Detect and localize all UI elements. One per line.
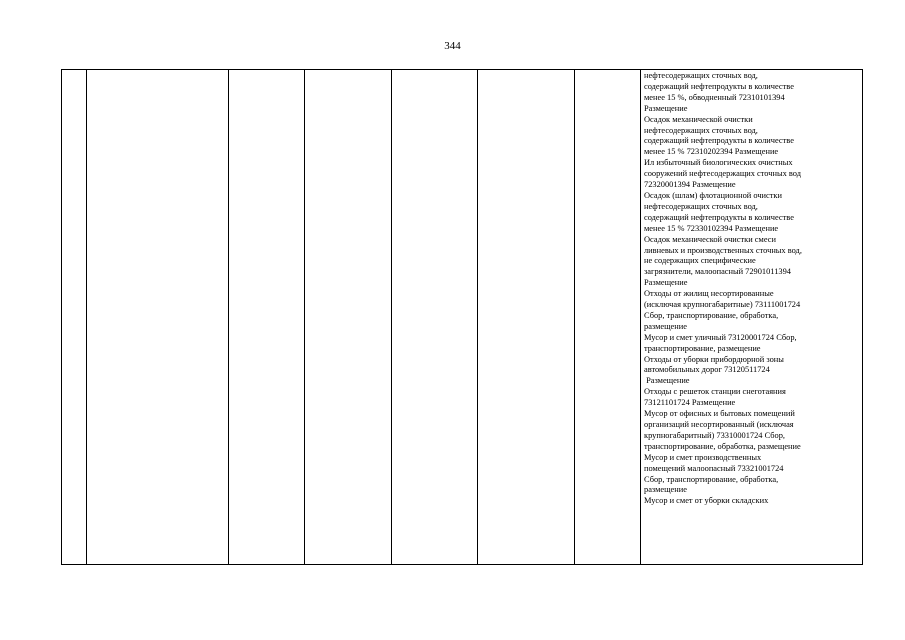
waste-list-line: менее 15 %, обводненный 72310101394 [644, 92, 785, 102]
waste-list-line: содержащий нефтепродукты в количестве [644, 136, 794, 146]
table-cell-col-4 [305, 70, 392, 565]
waste-list [644, 71, 862, 507]
waste-list-line: Размещение [644, 278, 688, 288]
table-cell-col-6 [478, 70, 575, 565]
waste-list-line: Мусор и смет уличный 73120001724 Сбор, [644, 332, 797, 342]
waste-list-line: Мусор и смет от уборки складских [644, 496, 769, 506]
waste-list-line: Осадок (шлам) флотационной очистки [644, 190, 782, 200]
table-cell-col-7 [575, 70, 641, 565]
waste-list-line: Мусор и смет производственных [644, 452, 762, 462]
waste-list-line: крупногабаритный) 73310001724 Сбор, [644, 430, 785, 440]
waste-list-line: 73121101724 Размещение [644, 398, 736, 408]
table-row [62, 70, 863, 565]
waste-list-line: содержащий нефтепродукты в количестве [644, 81, 794, 91]
waste-list-line: загрязнители, малоопасный 72901011394 [644, 267, 791, 277]
waste-list-line: Отходы от жилищ несортированные [644, 289, 774, 299]
waste-list-line: не содержащих специфические [644, 256, 756, 266]
waste-list-line: автомобильных дорог 73120511724 [644, 365, 770, 375]
waste-list-line: Отходы от уборки прибордюрной зоны [644, 354, 784, 364]
waste-list-line: Размещение [644, 103, 688, 113]
waste-list-line: Осадок механической очистки [644, 114, 753, 124]
waste-list-line: менее 15 % 72310202394 Размещение [644, 147, 779, 157]
table-cell-col-1 [62, 70, 87, 565]
table-cell-col-3 [229, 70, 305, 565]
waste-list-line: размещение [644, 321, 687, 331]
waste-list-line: Осадок механической очистки смеси [644, 234, 776, 244]
waste-list-line: сооружений нефтесодержащих сточных вод [644, 169, 801, 179]
waste-list-line: Ил избыточный биологических очистных [644, 158, 793, 168]
document-table [61, 69, 863, 565]
waste-list-line: нефтесодержащих сточных вод, [644, 125, 758, 135]
waste-list-line: Мусор от офисных и бытовых помещений [644, 409, 795, 419]
waste-list-line: транспортирование, размещение [644, 343, 761, 353]
waste-list-line: Сбор, транспортирование, обработка, [644, 310, 779, 320]
waste-list-line: Размещение [644, 376, 690, 386]
waste-list-line: менее 15 % 72330102394 Размещение [644, 223, 779, 233]
table-cell-col-5 [392, 70, 478, 565]
table-cell-waste-list [641, 70, 863, 565]
waste-list-line: 72320001394 Размещение [644, 180, 736, 190]
waste-list-line: Сбор, транспортирование, обработка, [644, 474, 779, 484]
page-number: 344 [444, 40, 461, 52]
waste-list-line: Отходы с решеток станции снеготаяния [644, 387, 786, 397]
table-cell-col-2 [87, 70, 229, 565]
waste-list-line: ливневых и производственных сточных вод, [644, 245, 802, 255]
waste-list-line: (исключая крупногабаритные) 73111001724 [644, 300, 801, 310]
waste-list-line: содержащий нефтепродукты в количестве [644, 212, 794, 222]
waste-list-line: транспортирование, обработка, размещение [644, 441, 801, 451]
waste-list-line: нефтесодержащих сточных вод, [644, 71, 758, 80]
waste-list-line: размещение [644, 485, 687, 495]
waste-list-line: нефтесодержащих сточных вод, [644, 201, 758, 211]
waste-list-line: организаций несортированный (исключая [644, 420, 794, 429]
waste-list-line: помещений малоопасный 73321001724 [644, 463, 784, 473]
